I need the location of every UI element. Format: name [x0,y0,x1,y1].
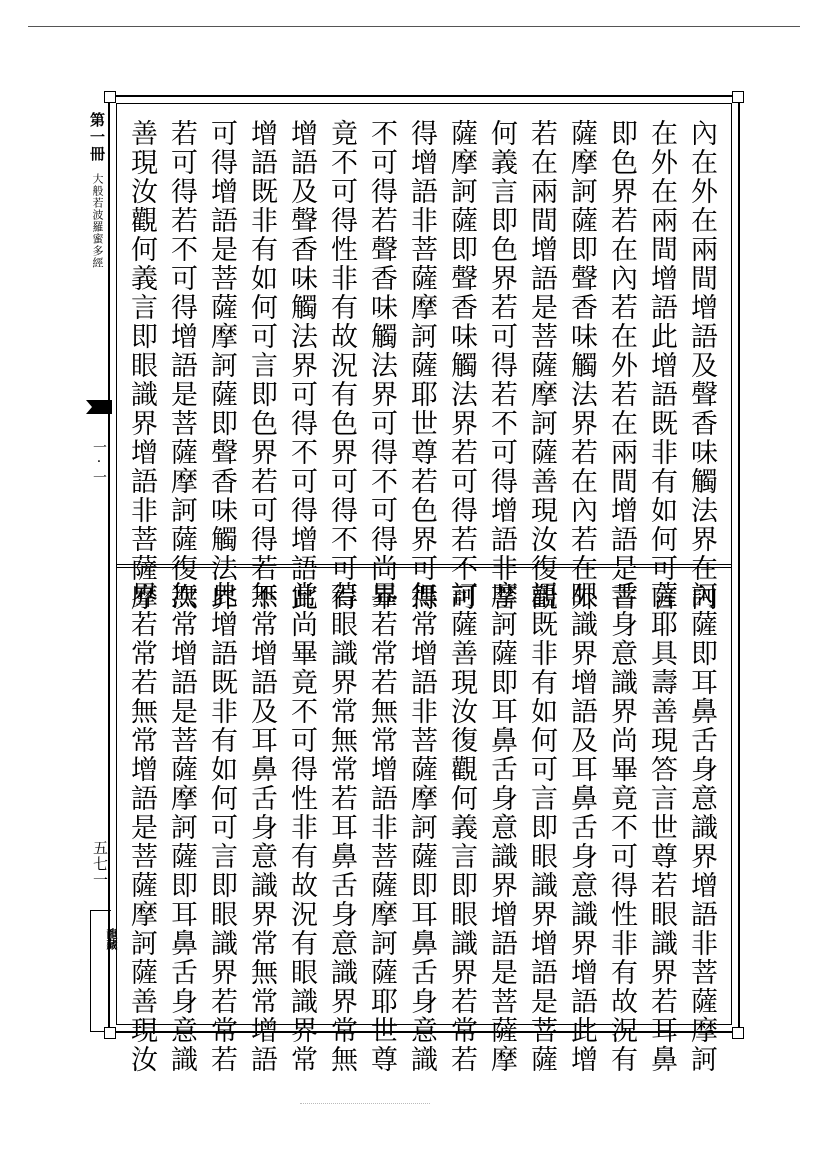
text-column: 無常增語非菩薩摩訶薩即耳鼻舌身意識 [406,581,437,1074]
text-column: 竟不可得性非有故況有色界可得不可得 [326,119,357,612]
frame-corner-ornament [104,1027,116,1039]
text-column: 訶薩即耳鼻舌身意識界增語非菩薩摩訶 [686,581,717,1074]
text-column: 薩摩訶薩即聲香味觸法界若在內若在外 [566,119,597,612]
text-column: 薩摩訶薩即聲香味觸法界若可得若不可 [446,119,477,612]
top-rule [28,26,800,27]
text-column: 無常增語是菩薩摩訶薩即耳鼻舌身意識 [166,581,197,1074]
volume-label: 第一冊 [88,112,106,163]
text-column: 不可得若聲香味觸法界可得不可得尚畢 [366,119,397,612]
scan-artifact [300,1103,430,1107]
frame-corner-ornament [732,91,744,103]
longzang-logo: 龍藏 [105,928,118,950]
text-column: 何義言即色界若可得若不可得增語非菩 [486,119,517,612]
text-column: 訶薩善現汝復觀何義言即眼識界若常若 [446,581,477,1074]
text-column: 內在外在兩間增語及聲香味觸法界在內 [686,119,717,612]
text-column: 增語及聲香味觸法界可得不可得增語此 [286,119,317,612]
fold-mark: 一·一 [91,440,107,484]
text-column: 眼識界增語及耳鼻舌身意識界增語此增 [566,581,597,1074]
text-column: 可得增語是菩薩摩訶薩即聲香味觸法界 [206,119,237,612]
text-column: 摩訶薩即耳鼻舌身意識界增語是菩薩摩 [486,581,517,1074]
text-column: 舌身意識界尚畢竟不可得性非有故況有 [606,581,637,1074]
text-column: 即色界若在內若在外若在兩間增語是菩 [606,119,637,612]
text-column: 界若常若無常增語非菩薩摩訶薩耶世尊 [366,581,397,1074]
text-column: 界若常若無常增語是菩薩摩訶薩善現汝 [126,581,157,1074]
text-column: 在外在兩間增語此增語既非有如何可言 [646,119,677,612]
frame-corner-ornament [732,1027,744,1039]
text-column: 常尚畢竟不可得性非有故況有眼識界常 [286,581,317,1074]
text-column: 增語既非有如何可言即色界若可得若不 [246,119,277,612]
text-column: 若在兩間增語是菩薩摩訶薩善現汝復觀 [526,119,557,612]
text-column: 善現汝觀何義言即眼識界增語非菩薩摩 [126,119,157,612]
sutra-title: 大般若波羅蜜多經 [91,173,104,269]
text-column: 若可得若不可得增語是菩薩摩訶薩復次 [166,119,197,612]
frame-corner-ornament [104,91,116,103]
text-column: 此增語既非有如何可言即眼識界若常若 [206,581,237,1074]
margin-column [86,108,108,1032]
text-column: 得增語非菩薩摩訶薩耶世尊若色界可得 [406,119,437,612]
text-column: 薩耶具壽善現答言世尊若眼識界若耳鼻 [646,581,677,1074]
text-column: 語既非有如何可言即眼識界增語是菩薩 [526,581,557,1074]
page-number: 五七一 [91,840,109,888]
text-column: 若眼識界常無常若耳鼻舌身意識界常無 [326,581,357,1074]
text-column: 無常增語及耳鼻舌身意識界常無常增語 [246,581,277,1074]
